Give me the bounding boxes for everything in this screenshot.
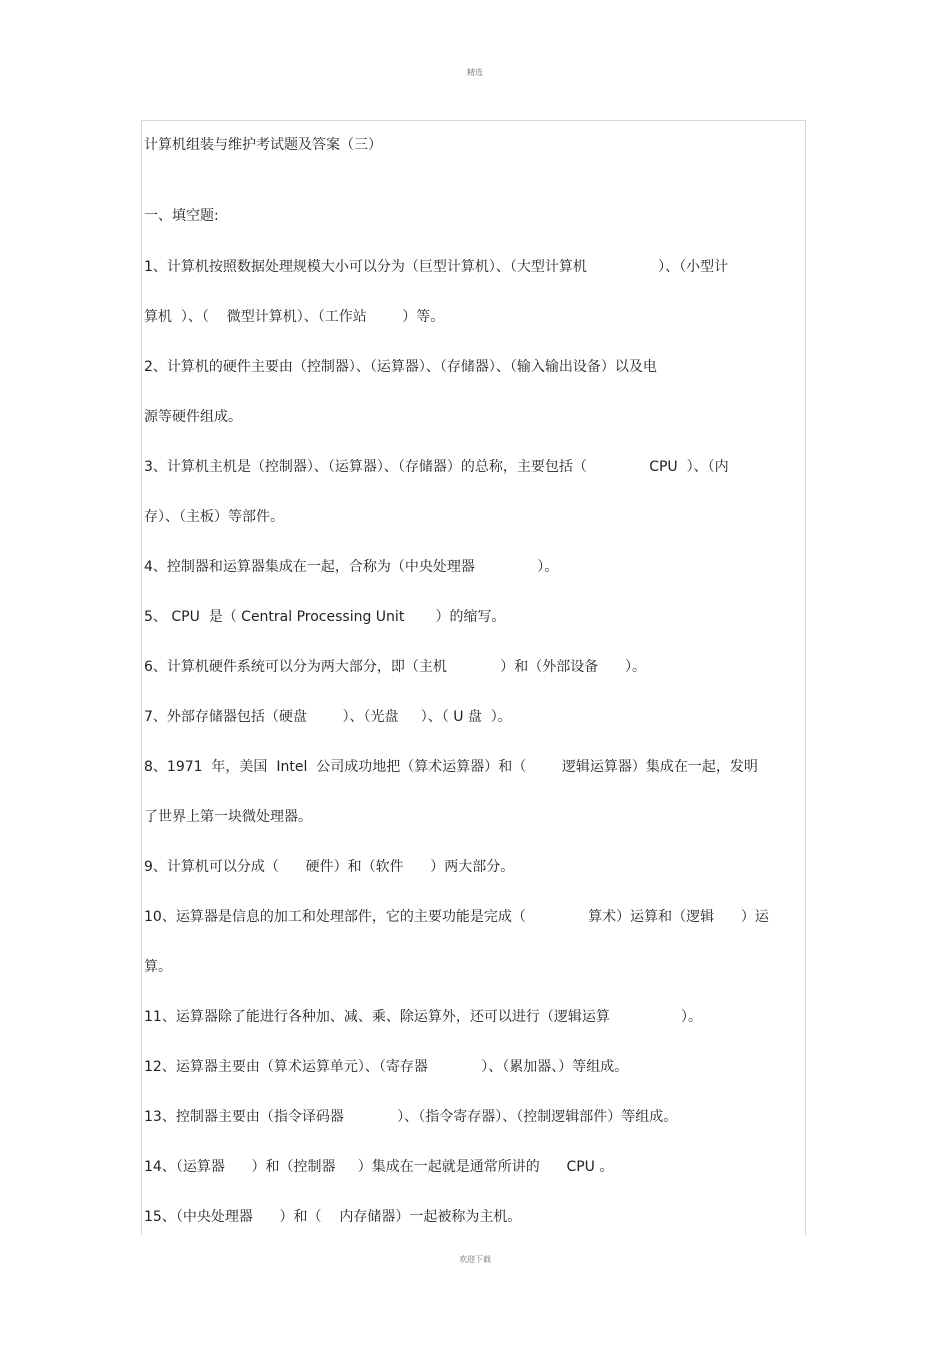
question-line: 存）、（主板）等部件。 [144, 509, 284, 525]
question-line: 14、（运算器 ）和（控制器 ）集成在一起就是通常所讲的 CPU 。 [144, 1159, 614, 1175]
page-header: 精选 [467, 68, 483, 77]
question-line: 8、1971 年，美国 Intel 公司成功地把（算术运算器）和（ 逻辑运算器）集成在一起，发明 [144, 759, 758, 775]
question-line: 算机 ）、（ 微型计算机）、（工作站 ）等。 [144, 309, 445, 325]
question-line: 算。 [144, 959, 172, 975]
question-line: 10、运算器是信息的加工和处理部件，它的主要功能是完成（ 算术）运算和（逻辑 ）运 [144, 909, 769, 925]
question-line: 12、运算器主要由（算术运算单元）、（寄存器 ）、（累加器、）等组成。 [144, 1059, 629, 1075]
question-line: 15、（中央处理器 ）和（ 内存储器）一起被称为主机。 [144, 1209, 522, 1225]
question-line: 5、 CPU 是（ Central Processing Unit ）的缩写。 [144, 609, 506, 625]
question-line: 13、控制器主要由（指令译码器 ）、（指令寄存器）、（控制逻辑部件）等组成。 [144, 1109, 678, 1125]
question-line: 9、计算机可以分成（ 硬件）和（软件 ）两大部分。 [144, 859, 515, 875]
question-line: 2、计算机的硬件主要由（控制器）、（运算器）、（存储器）、（输入输出设备）以及电 [144, 359, 657, 375]
question-line: 1、计算机按照数据处理规模大小可以分为（巨型计算机）、（大型计算机 ）、（小型计 [144, 259, 729, 275]
question-line: 7、外部存储器包括（硬盘 ）、（光盘 ）、（ U 盘 ）。 [144, 709, 512, 725]
question-line: 4、控制器和运算器集成在一起，合称为（中央处理器 ）。 [144, 559, 559, 575]
page-footer: 欢迎下载 [459, 1255, 491, 1264]
question-line: 源等硬件组成。 [144, 409, 242, 425]
question-line: 11、运算器除了能进行各种加、减、乘、除运算外，还可以进行（逻辑运算 ）。 [144, 1009, 703, 1025]
section-heading: 一、填空题: [144, 208, 219, 224]
question-line: 6、计算机硬件系统可以分为两大部分，即（主机 ）和（外部设备 ）。 [144, 659, 647, 675]
question-line: 了世界上第一块微处理器。 [144, 809, 312, 825]
question-line: 3、计算机主机是（控制器）、（运算器）、（存储器）的总称，主要包括（ CPU ）、（内 [144, 459, 729, 475]
left-margin-line [141, 120, 142, 1235]
document-title: 计算机组装与维护考试题及答案（三） [144, 137, 382, 153]
